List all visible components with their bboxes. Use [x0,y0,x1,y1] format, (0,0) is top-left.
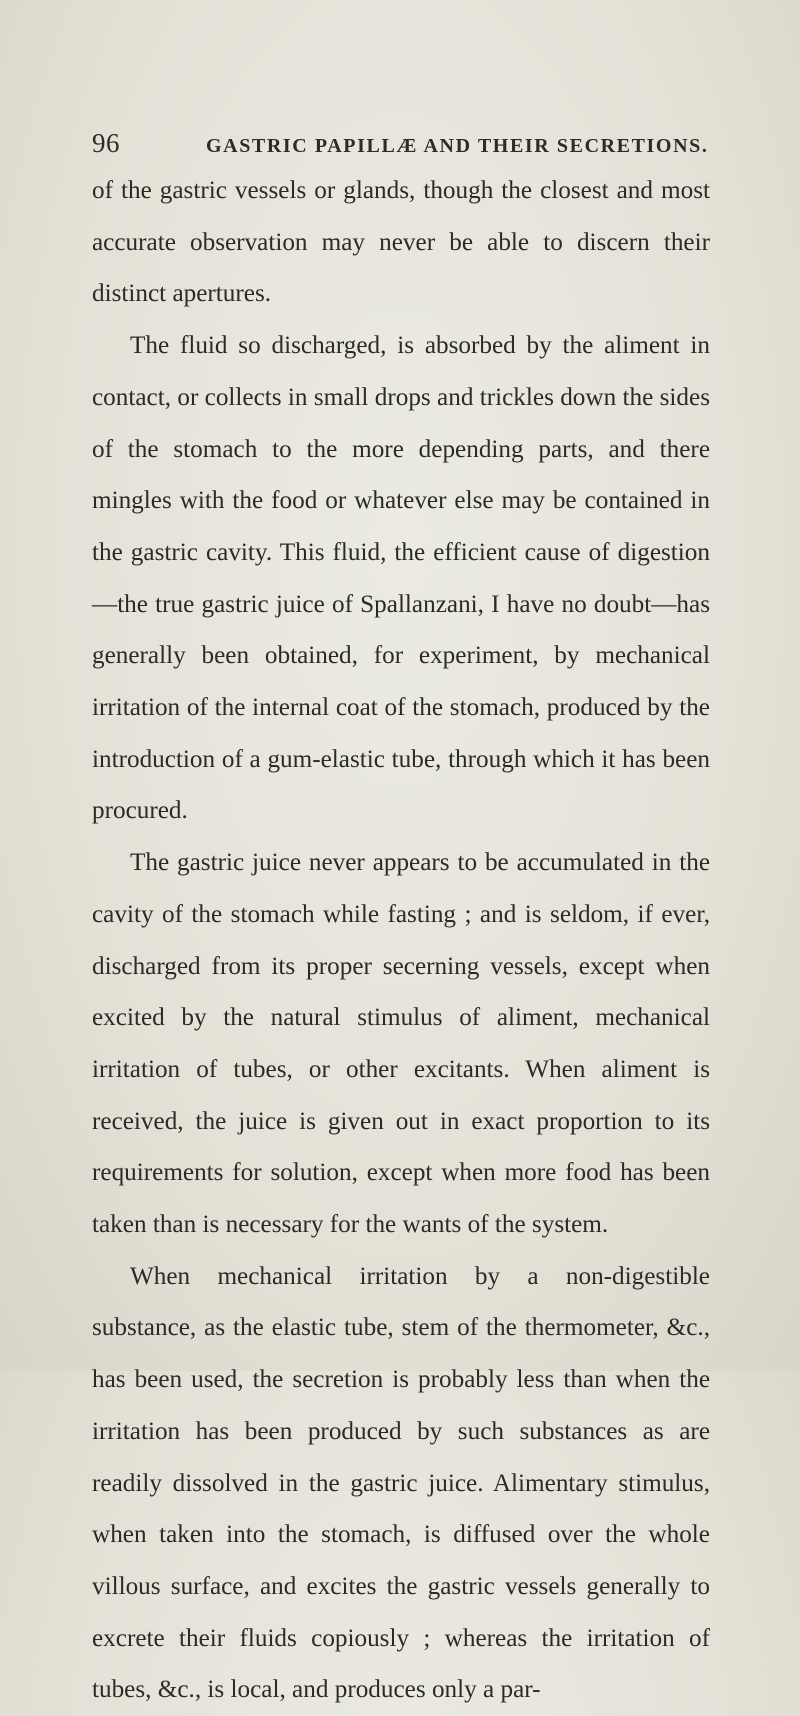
paragraph-1: of the gastric vessels or glands, though the closest and most accurate observation may never be able to discern their distinct apertures. [92,177,710,308]
page-number: 96 [92,128,120,158]
running-head [92,128,732,159]
body-text [92,165,710,1716]
paragraph-4: When mechanical irritation by a non-digestible substance, as the elastic tube, stem of the thermometer, &c., has been used, the secretion is probably less than when the irritation has been produced by such substances as are readily dissolved in the gastric juice. Alimentary stimulus, when taken into the stomach, is diffused over the whole villous surface, and excites the gastric vessels generally to excrete their fluids copiously ; whereas the irritation of tubes, &c., is local, and produces only a par- [92,1262,710,1704]
paragraph-2: The fluid so discharged, is absorbed by the aliment in contact, or collects in small drops and trickles down the sides of the stomach to the more depending parts, and there mingles with the food or whatever else may be contained in the gastric cavity. This fluid, the efficient cause of digestion—the true gastric juice of Spallanzani, I have no doubt—has generally been obtained, for experiment, by mechanical irritation of the internal coat of the stomach, produced by the introduction of a gum-elastic tube, through which it has been procured. [92,332,710,825]
chapter-title: GASTRIC PAPILLÆ AND THEIR SECRETIONS. [206,135,709,157]
paragraph-3: The gastric juice never appears to be accumulated in the cavity of the stomach while fasting ; and is seldom, if ever, discharged from its proper secerning vessels, except when excited by the natural stimulus of aliment, mechanical irritation of tubes, or other excitants. When aliment is received, the juice is given out in exact proportion to its requirements for solution, except when more food has been taken than is necessary for the wants of the system. [92,849,710,1239]
